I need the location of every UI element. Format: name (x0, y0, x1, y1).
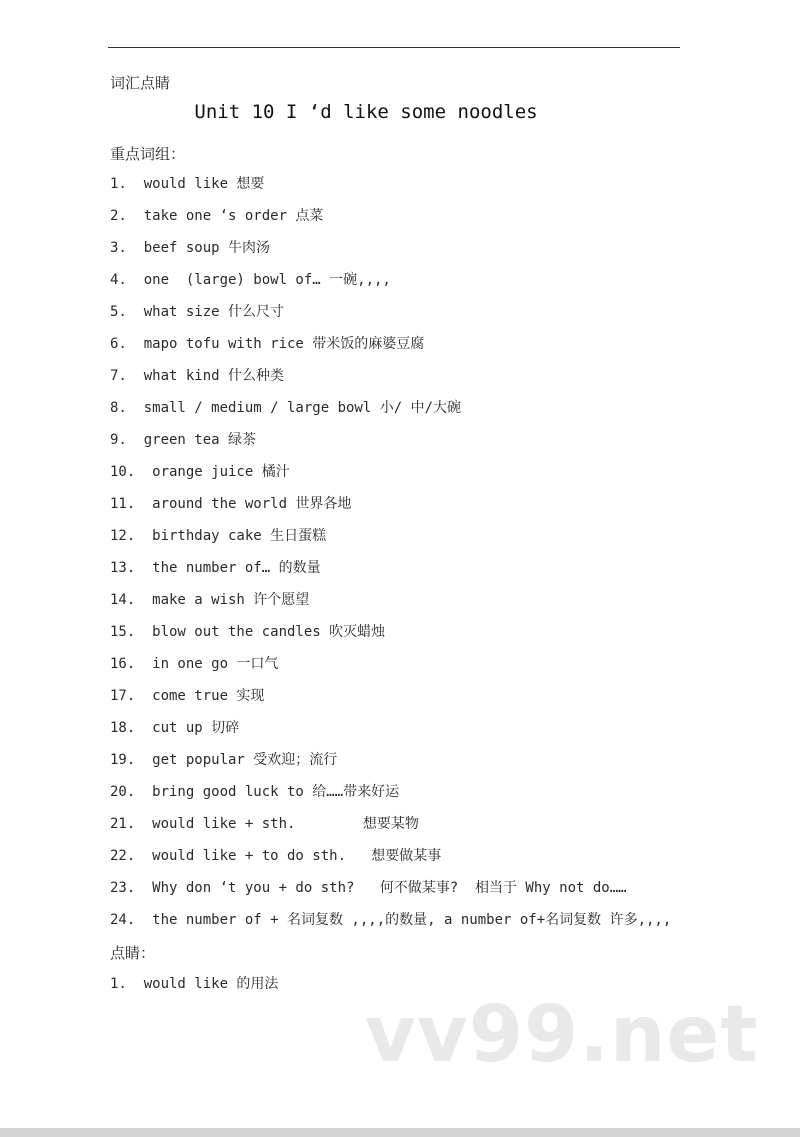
page-bottom-edge (0, 1128, 800, 1137)
list-item: 4. one (large) bowl of… 一碗,,,, (110, 272, 391, 288)
list-item: 19. get popular 受欢迎；流行 (110, 752, 338, 768)
watermark: vv99.net (365, 990, 759, 1080)
list-item: 18. cut up 切碎 (110, 720, 240, 736)
list-item: 2. take one ‘s order 点菜 (110, 208, 324, 224)
list-item: 9. green tea 绿茶 (110, 432, 257, 448)
list-item: 10. orange juice 橘汁 (110, 464, 290, 480)
list-item: 22. would like + to do sth. 想要做某事 (110, 848, 442, 864)
list-item: 17. come true 实现 (110, 688, 265, 704)
list-item: 16. in one go 一口气 (110, 656, 279, 672)
list-item: 11. around the world 世界各地 (110, 496, 352, 512)
list-item: 13. the number of… 的数量 (110, 560, 321, 576)
list-item: 7. what kind 什么种类 (110, 368, 285, 384)
list-item: 21. would like + sth. 想要某物 (110, 816, 419, 832)
header-rule (108, 47, 680, 48)
list-item: 3. beef soup 牛肉汤 (110, 240, 271, 256)
points-heading: 点睛： (110, 944, 156, 962)
points-list (110, 972, 278, 1004)
section-label: 词汇点睛 (110, 74, 171, 92)
phrases-heading: 重点词组： (110, 145, 186, 163)
list-item: 1. would like 想要 (110, 176, 265, 192)
list-item: 5. what size 什么尺寸 (110, 304, 285, 320)
phrase-list (110, 172, 671, 940)
page-title: Unit 10 I ‘d like some noodles (194, 101, 538, 123)
list-item: 12. birthday cake 生日蛋糕 (110, 528, 327, 544)
list-item: 14. make a wish 许个愿望 (110, 592, 310, 608)
list-item: 8. small / medium / large bowl 小/ 中/大碗 (110, 400, 462, 416)
list-item: 6. mapo tofu with rice 带米饭的麻婆豆腐 (110, 336, 425, 352)
list-item: 23. Why don ‘t you + do sth? 何不做某事? 相当于 Why not do…… (110, 880, 627, 896)
list-item: 15. blow out the candles 吹灭蜡烛 (110, 624, 386, 640)
list-item: 1. would like 的用法 (110, 976, 279, 992)
list-item: 24. the number of + 名词复数 ,,,,的数量, a number of+名词复数 许多,,,, (110, 912, 672, 928)
list-item: 20. bring good luck to 给……带来好运 (110, 784, 400, 800)
